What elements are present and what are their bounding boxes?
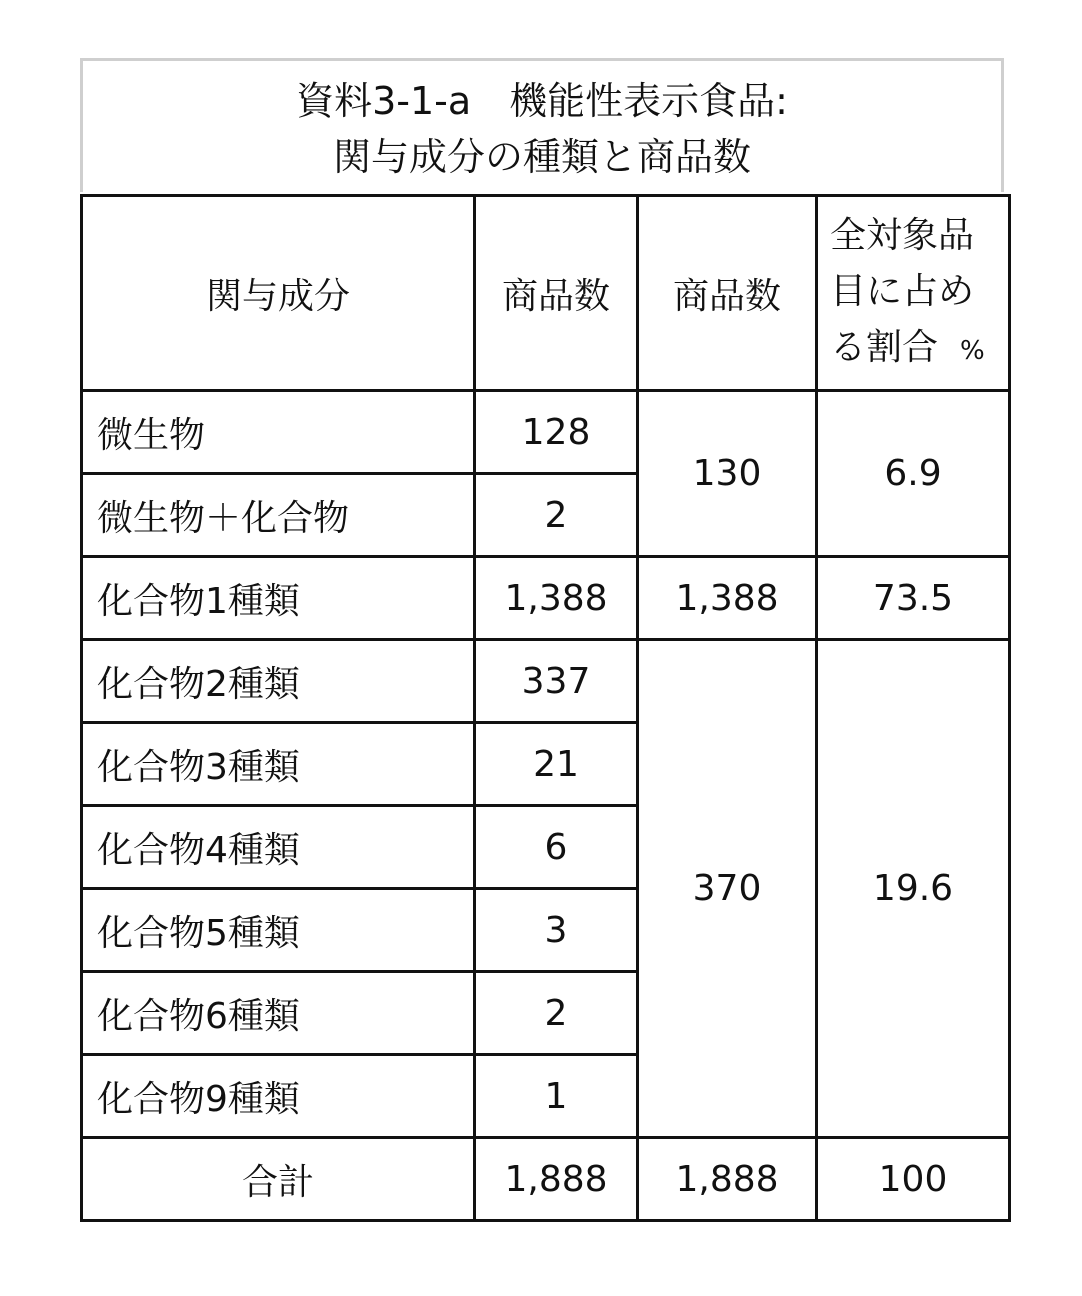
total-count: 1,888 — [475, 1138, 638, 1221]
row-count: 128 — [475, 391, 638, 474]
header-share-line-3 — [830, 320, 1008, 379]
row-label: 化合物1種類 — [82, 557, 475, 640]
table-title — [80, 58, 1004, 192]
row-count: 21 — [475, 723, 638, 806]
row-label: 化合物3種類 — [82, 723, 475, 806]
total-label: 合計 — [82, 1138, 475, 1221]
header-group-count: 商品数 — [638, 196, 817, 391]
header-share-line-3-text: る割合 — [830, 326, 939, 368]
row-label: 微生物 — [82, 391, 475, 474]
row-label: 化合物6種類 — [82, 972, 475, 1055]
row-count: 2 — [475, 474, 638, 557]
group-share: 19.6 — [817, 640, 1010, 1138]
header-share-line-1: 全対象品 — [830, 214, 975, 256]
header-share-unit: % — [960, 335, 985, 366]
total-row — [82, 1138, 1010, 1221]
header-share — [817, 196, 1010, 391]
row-label: 微生物＋化合物 — [82, 474, 475, 557]
group-count: 130 — [638, 391, 817, 557]
table-row — [82, 640, 1010, 723]
header-count: 商品数 — [475, 196, 638, 391]
title-line-2: 関与成分の種類と商品数 — [332, 135, 751, 179]
row-count: 1 — [475, 1055, 638, 1138]
header-row — [82, 196, 1010, 391]
group-share: 73.5 — [817, 557, 1010, 640]
row-label: 化合物4種類 — [82, 806, 475, 889]
total-group-count: 1,888 — [638, 1138, 817, 1221]
table-row — [82, 557, 1010, 640]
row-count: 1,388 — [475, 557, 638, 640]
row-count: 337 — [475, 640, 638, 723]
total-share: 100 — [817, 1138, 1010, 1221]
row-label: 化合物2種類 — [82, 640, 475, 723]
group-share: 6.9 — [817, 391, 1010, 557]
row-count: 6 — [475, 806, 638, 889]
header-component: 関与成分 — [82, 196, 475, 391]
row-label: 化合物9種類 — [82, 1055, 475, 1138]
header-share-line-2: 目に占め — [830, 270, 975, 312]
component-table — [80, 194, 1011, 1222]
row-label: 化合物5種類 — [82, 889, 475, 972]
title-line-1: 資料3-1-a 機能性表示食品: — [296, 79, 788, 123]
group-count: 1,388 — [638, 557, 817, 640]
row-count: 2 — [475, 972, 638, 1055]
group-count: 370 — [638, 640, 817, 1138]
table-row — [82, 391, 1010, 474]
row-count: 3 — [475, 889, 638, 972]
